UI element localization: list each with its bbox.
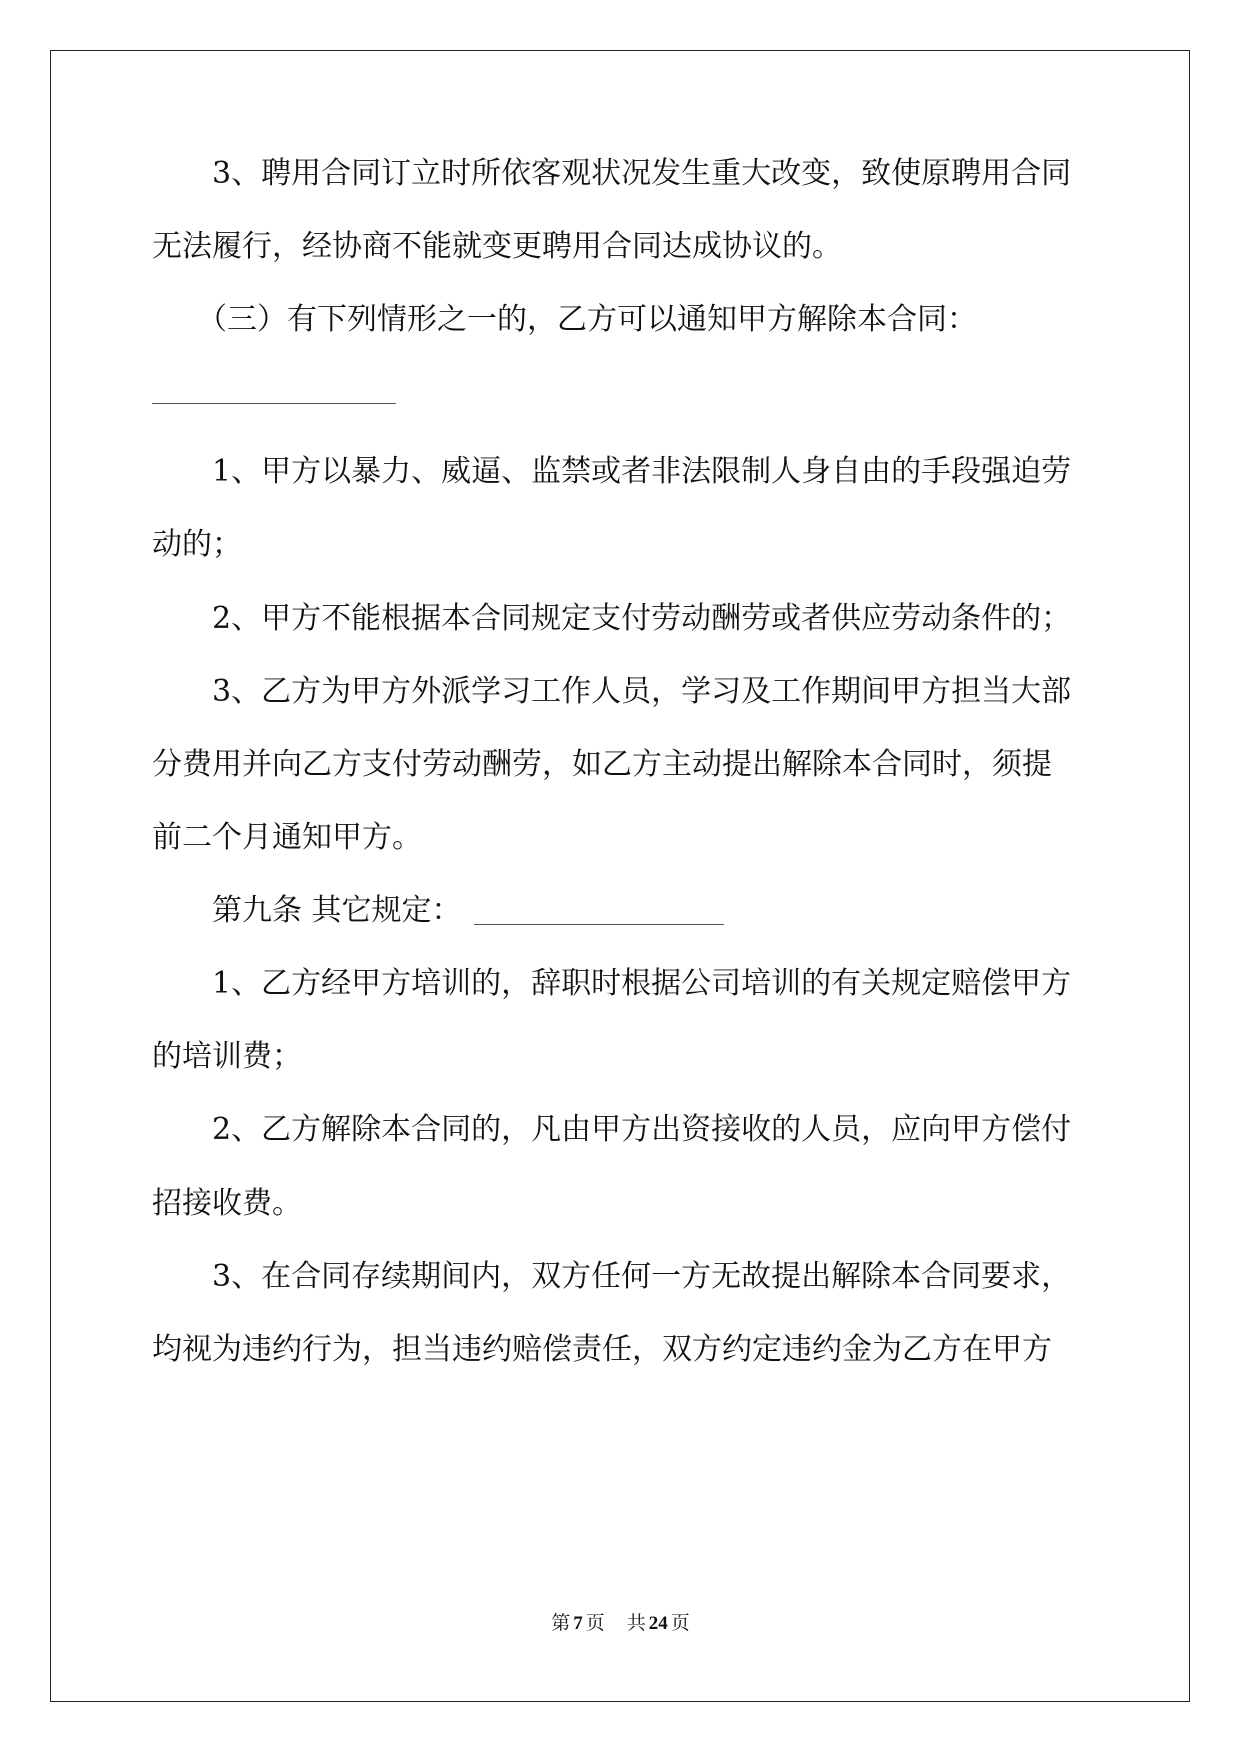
fill-in-blank <box>152 403 396 404</box>
fill-in-blank <box>474 924 724 925</box>
page-suffix: 页 <box>585 1613 605 1634</box>
page-prefix: 第 <box>551 1613 571 1634</box>
page-frame <box>50 50 1190 1702</box>
text-line: 2、甲方不能根据本合同规定支付劳动酬劳或者供应劳动条件的； <box>152 601 1072 636</box>
section-heading: 第九条 其它规定： <box>152 893 462 928</box>
text-line: 前二个月通知甲方。 <box>152 820 422 855</box>
text-line: 招接收费。 <box>152 1186 302 1221</box>
page-number: 7 <box>573 1613 583 1634</box>
text-line: 2、乙方解除本合同的，凡由甲方出资接收的人员，应向甲方偿付 <box>152 1112 1072 1147</box>
text-line: 动的； <box>152 527 242 562</box>
total-prefix: 共 <box>626 1613 646 1634</box>
page-footer <box>0 1612 1241 1636</box>
text-line: 1、乙方经甲方培训的，辞职时根据公司培训的有关规定赔偿甲方 <box>152 966 1072 1001</box>
text-line: 3、在合同存续期间内，双方任何一方无故提出解除本合同要求， <box>152 1259 1072 1294</box>
text-line: 3、聘用合同订立时所依客观状况发生重大改变，致使原聘用合同 <box>152 156 1072 191</box>
total-suffix: 页 <box>670 1613 690 1634</box>
text-line: 分费用并向乙方支付劳动酬劳，如乙方主动提出解除本合同时，须提 <box>152 747 1052 782</box>
text-line: 无法履行，经协商不能就变更聘用合同达成协议的。 <box>152 229 842 264</box>
text-line: 均视为违约行为，担当违约赔偿责任，双方约定违约金为乙方在甲方 <box>152 1332 1052 1367</box>
text-line: 1、甲方以暴力、威逼、监禁或者非法限制人身自由的手段强迫劳 <box>152 454 1072 489</box>
text-line: 3、乙方为甲方外派学习工作人员，学习及工作期间甲方担当大部 <box>152 674 1072 709</box>
total-pages: 24 <box>648 1613 668 1634</box>
text-line: （三）有下列情形之一的，乙方可以通知甲方解除本合同： <box>152 302 977 337</box>
text-line: 的培训费； <box>152 1039 302 1074</box>
